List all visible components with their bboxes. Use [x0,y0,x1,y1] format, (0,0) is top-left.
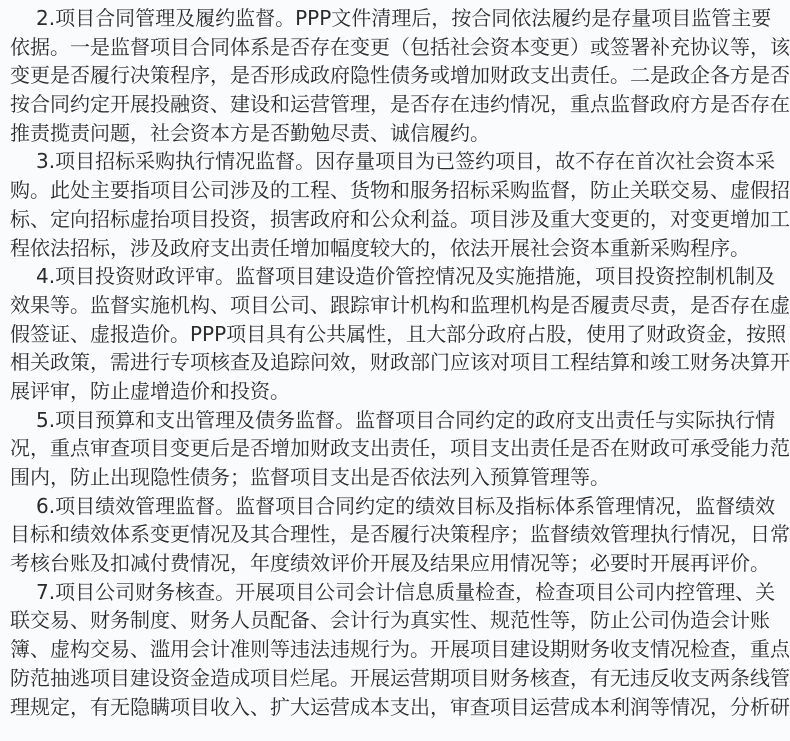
text-line: 理规定，有无隐瞒项目收入、扩大运营成本支出，审查项目运营成本利润等情况，分析研 [10,694,790,719]
text-line: 展评审，防止虚增造价和投资。 [10,378,290,403]
paragraph [10,147,790,262]
text-line: 4.项目投资财政评审。监督项目建设造价管控情况及实施措施，项目投资控制机制及 [36,264,776,289]
text-line: 考核台账及扣减付费情况，年度绩效评价开展及结果应用情况等；必要时开展再评价。 [10,551,770,576]
text-line: 围内，防止出现隐性债务；监督项目支出是否依法列入预算管理等。 [10,465,610,489]
paragraph [10,4,790,147]
text-line: 变更是否履行决策程序，是否形成政府隐性债务或增加财政支出责任。二是政企各方是否 [10,63,790,88]
text-line: 程依法招标，涉及政府支出责任增加幅度较大的，依法开展社会资本重新采购程序。 [10,235,750,260]
text-line: 7.项目公司财务核查。开展项目公司会计信息质量检查，检查项目公司内控管理、关 [36,579,776,604]
text-line: 6.项目绩效管理监督。监督项目合同约定的绩效目标及指标体系管理情况，监督绩效 [36,493,776,518]
text-line: 购。此处主要指项目公司涉及的工程、货物和服务招标采购监督，防止关联交易、虚假招 [10,178,790,203]
text-line: 相关政策，需进行专项核查及追踪问效，财政部门应该对项目工程结算和竣工财务决算开 [10,350,790,375]
text-line: 联交易、财务制度、财务人员配备、会计行为真实性、规范性等，防止公司伪造会计账 [10,608,770,633]
paragraph [10,578,790,721]
text-line: 3.项目招标采购执行情况监督。因存量项目为已签约项目，故不存在首次社会资本采 [36,149,776,174]
text-line: 2.项目合同管理及履约监督。PPP文件清理后，按合同依法履约是存量项目监管主要 [36,6,772,30]
text-line: 效果等。监督实施机构、项目公司、跟踪审计机构和监理机构是否履责尽责，是否存在虚 [10,292,790,317]
text-line: 假签证、虚报造价。PPP项目具有公共属性，且大部分政府占股，使用了财政资金，按照 [10,321,787,346]
text-line: 目标和绩效体系变更情况及其合理性，是否履行决策程序；监督绩效管理执行情况，日常 [10,522,790,547]
text-line: 防范抽逃项目建设资金造成项目烂尾。开展运营期项目财务核查，有无违反收支两条线管 [10,665,790,690]
paragraph [10,262,790,405]
paragraph [10,492,790,578]
text-line: 依据。一是监督项目合同体系是否存在变更（包括社会资本变更）或签署补充协议等，该 [10,34,790,59]
paragraph [10,406,790,492]
text-line: 况，重点审查项目变更后是否增加财政支出责任，项目支出责任是否在财政可承受能力范 [10,436,790,461]
text-line: 5.项目预算和支出管理及债务监督。监督项目合同约定的政府支出责任与实际执行情 [36,407,776,432]
text-line: 推责揽责问题，社会资本方是否勤勉尽责、诚信履约。 [10,120,490,145]
text-line: 标、定向招标虚抬项目投资，损害政府和公众利益。项目涉及重大变更的，对变更增加工 [10,206,790,231]
text-line: 按合同约定开展投融资、建设和运营管理，是否存在违约情况，重点监督政府方是否存在 [10,92,790,117]
text-line: 簿、虚构交易、滥用会计准则等违法违规行为。开展项目建设期财务收支情况检查，重点 [10,637,790,662]
document-body [10,4,790,721]
